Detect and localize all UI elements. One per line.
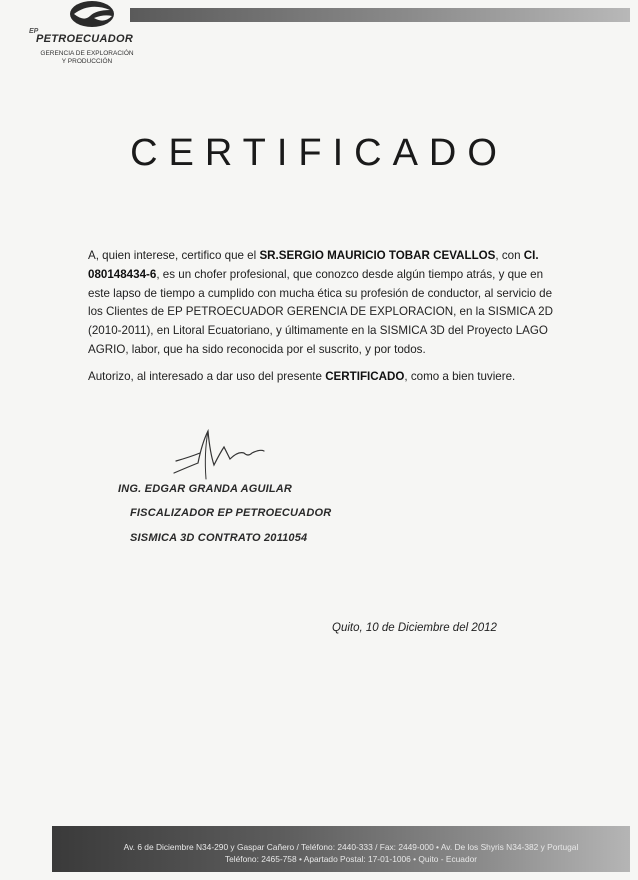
department-label: GERENCIA DE EXPLORACIÓN Y PRODUCCIÓN bbox=[40, 50, 134, 65]
authorization-paragraph: Autorizo, al interesado a dar uso del presente CERTIFICADO, como a bien tuviere. bbox=[88, 370, 516, 383]
signatory-contract: SISMICA 3D CONTRATO 2011054 bbox=[130, 532, 308, 544]
logo-name: PETROECUADOR bbox=[36, 33, 134, 45]
certificado-word: CERTIFICADO bbox=[325, 370, 405, 383]
header-bar bbox=[130, 8, 630, 22]
place-date: Quito, 10 de Diciembre del 2012 bbox=[332, 622, 497, 634]
footer-address: Av. 6 de Diciembre N34-290 y Gaspar Cañero / Teléfono: 2440-333 / Fax: 2449-000 • Av. De los Shyris N34-382 y Portugal bbox=[123, 842, 579, 852]
certificate-paragraph: A, quien interese, certifico que el SR.SERGIO MAURICIO TOBAR CEVALLOS, con CI. 080148434-6, es un chofer profesional, que conozco desde algún tiempo atrás, y que en este lapso de tiempo a cumplido con mucha ética su profesión de conductor, al servicio de los Clientes de EP PETROECUADOR GERENCIA DE EXPLORACION, en la SISMICA 2D (2010-2011), en Litoral Ecuatoriano, y últimamente en la SISMICA 3D del Proyecto LAGO AGRIO, labor, que ha sido reconocida por el suscrito, y por todos. bbox=[88, 249, 553, 356]
logo-prefix: EP bbox=[29, 28, 39, 35]
person-id: CI. 080148434-6 bbox=[88, 249, 539, 281]
person-name: SR.SERGIO MAURICIO TOBAR CEVALLOS bbox=[259, 249, 496, 262]
petroecuador-logo-icon bbox=[60, 0, 120, 36]
footer-bar bbox=[52, 826, 630, 872]
signatory-role: FISCALIZADOR EP PETROECUADOR bbox=[130, 507, 332, 519]
document-title: CERTIFICADO bbox=[130, 132, 508, 174]
footer-contact: Teléfono: 2465-758 • Apartado Postal: 17-01-1006 • Quito - Ecuador bbox=[224, 854, 478, 864]
handwritten-signature bbox=[168, 423, 278, 483]
signatory-name: ING. EDGAR GRANDA AGUILAR bbox=[118, 483, 293, 495]
